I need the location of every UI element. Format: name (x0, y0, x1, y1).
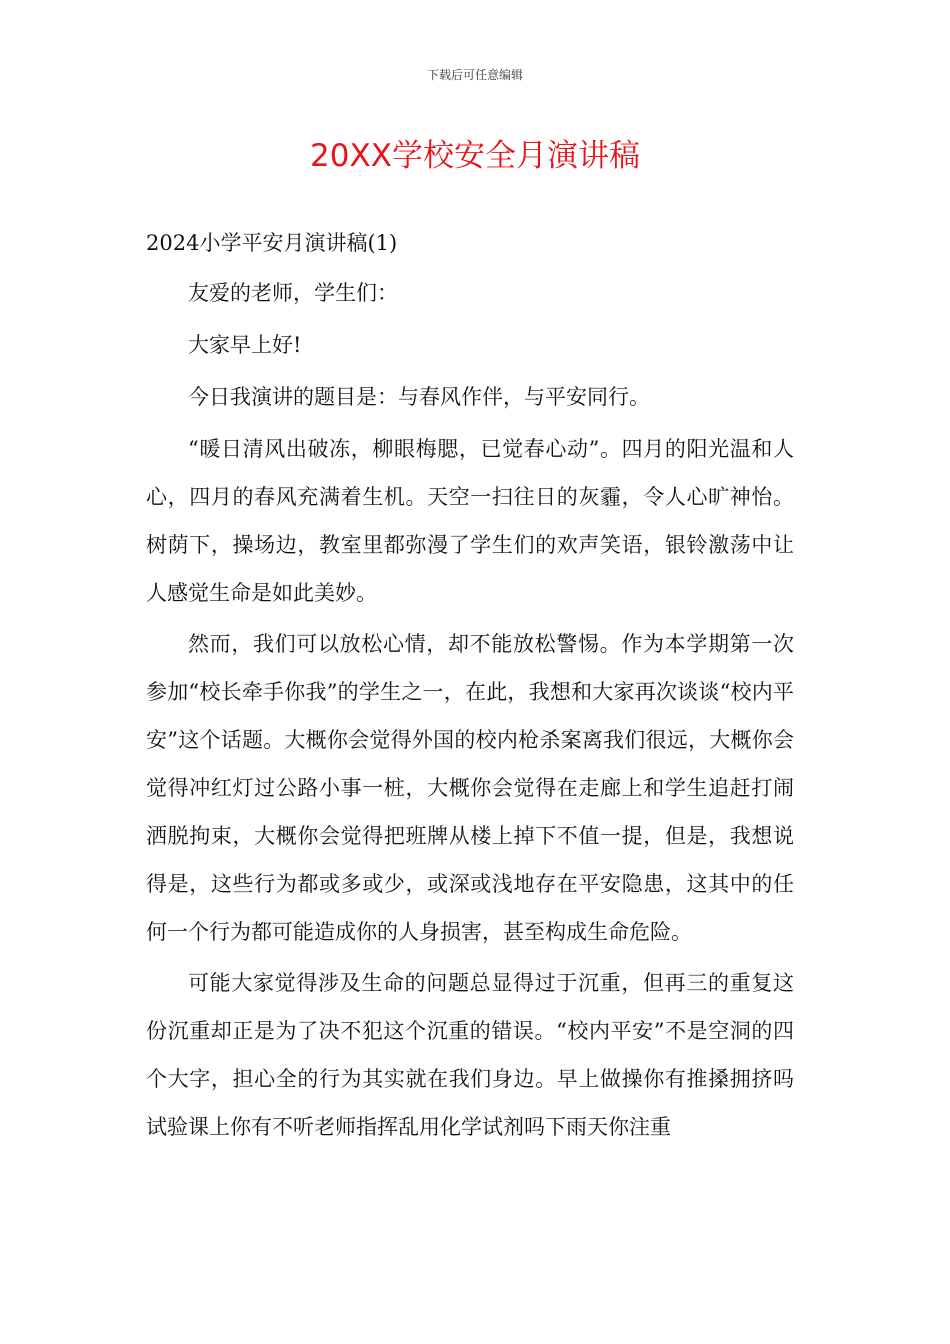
paragraph-greeting: 友爱的老师，学生们： (188, 281, 398, 305)
document-body (146, 224, 794, 1151)
document-title: 20XX学校安全月演讲稿 (310, 138, 640, 174)
document-subtitle: 2024小学平安月演讲稿(1) (146, 231, 398, 255)
paragraph-spring: “暖日清风出破冻，柳眼梅腮，已觉春心动”。四月的阳光温和人心，四月的春风充满着生机。天空一扫往日的灰霾，令人心旷神怡。树荫下，操场边，教室里都弥漫了学生们的欢声笑语，银铃激荡中让人感觉生命是如此美妙。 (146, 437, 794, 605)
paragraph-safety-awareness: 然而，我们可以放松心情，却不能放松警惕。作为本学期第一次参加“校长牵手你我”的学生之一，在此，我想和大家再次谈谈“校内平安”这个话题。大概你会觉得外国的校内枪杀案离我们很远，大概你会觉得冲红灯过公路小事一桩，大概你会觉得在走廊上和学生追赶打闹洒脱拘束，大概你会觉得把班牌从楼上掉下不值一提，但是，我想说得是，这些行为都或多或少，或深或浅地存在平安隐患，这其中的任何一个行为都可能造成你的人身损害，甚至构成生命危险。 (146, 632, 794, 944)
paragraph-campus-safety: 可能大家觉得涉及生命的问题总显得过于沉重，但再三的重复这份沉重却正是为了决不犯这个沉重的错误。“校内平安”不是空洞的四个大字，担心全的行为其实就在我们身边。早上做操你有推搡拥挤吗试验课上你有不听老师指挥乱用化学试剂吗下雨天你注重 (146, 971, 794, 1139)
paragraph-topic: 今日我演讲的题目是：与春风作伴，与平安同行。 (188, 385, 650, 409)
header-note: 下载后可任意编辑 (426, 68, 523, 82)
paragraph-salutation: 大家早上好! (188, 333, 302, 357)
